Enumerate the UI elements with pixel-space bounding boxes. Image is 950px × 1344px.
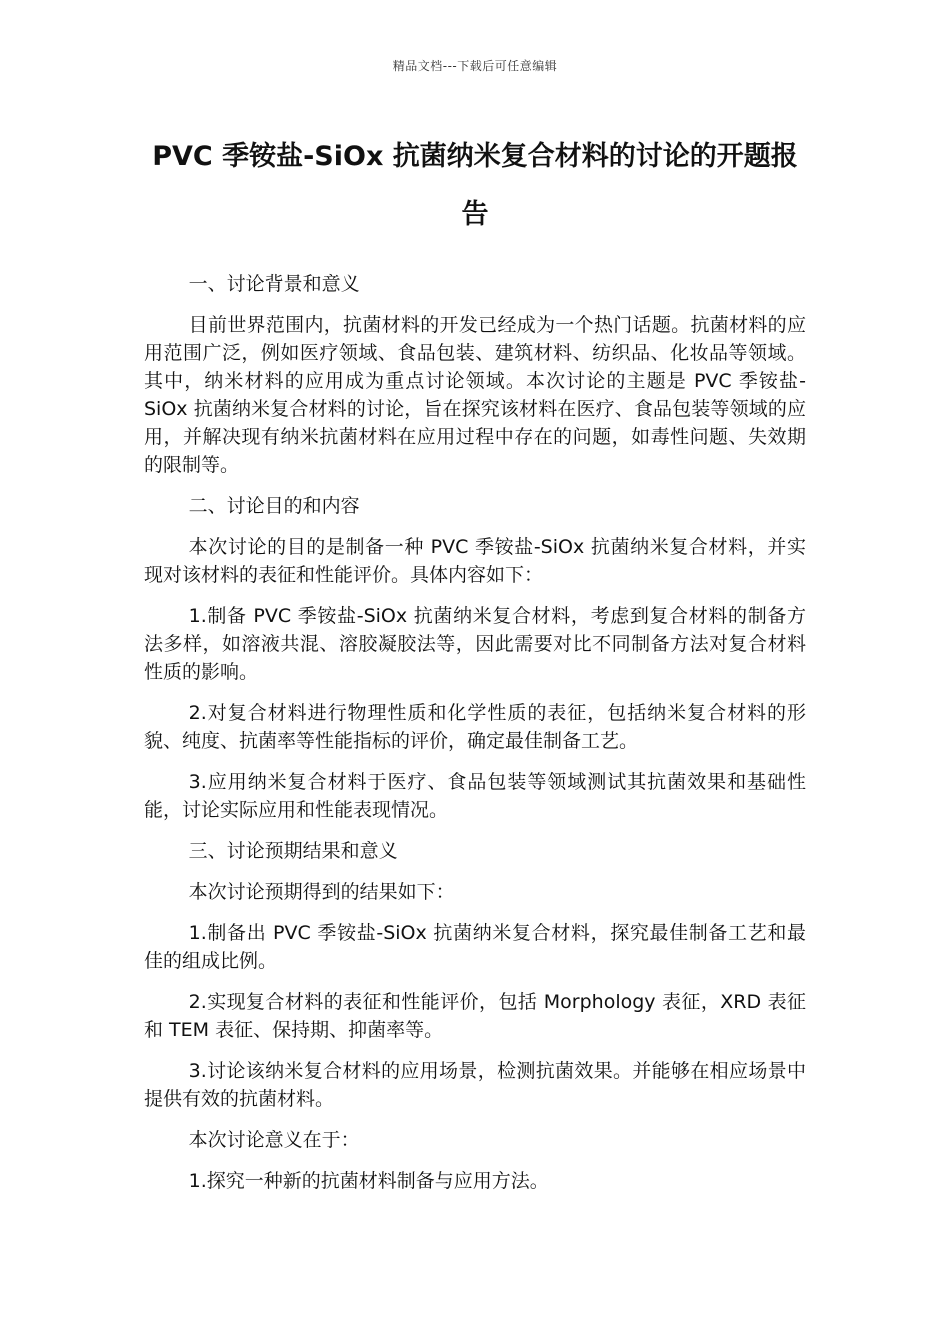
paragraph-purpose-item-2: 2.对复合材料进行物理性质和化学性质的表征，包括纳米复合材料的形貌、纯度、抗菌率等性能指标的评价，确定最佳制备工艺。 [144, 702, 806, 752]
header-note: 精品文档---下载后可任意编辑 [392, 59, 558, 73]
section-heading-expected-results: 三、讨论预期结果和意义 [188, 840, 398, 862]
paragraph-significance-intro: 本次讨论意义在于： [188, 1129, 360, 1151]
document-body [144, 270, 806, 1208]
paragraph-purpose-intro: 本次讨论的目的是制备一种 PVC 季铵盐-SiOx 抗菌纳米复合材料，并实现对该材料的表征和性能评价。具体内容如下： [144, 536, 806, 586]
section-heading-background: 一、讨论背景和意义 [188, 273, 360, 295]
paragraph-purpose-item-1: 1.制备 PVC 季铵盐-SiOx 抗菌纳米复合材料，考虑到复合材料的制备方法多样，如溶液共混、溶胶凝胶法等，因此需要对比不同制备方法对复合材料性质的影响。 [144, 605, 806, 683]
paragraph-significance-item-1: 1.探究一种新的抗菌材料制备与应用方法。 [188, 1170, 549, 1192]
paragraph-background: 目前世界范围内，抗菌材料的开发已经成为一个热门话题。抗菌材料的应用范围广泛，例如医疗领域、食品包装、建筑材料、纺织品、化妆品等领域。其中，纳米材料的应用成为重点讨论领域。本次讨论的主题是 PVC 季铵盐-SiOx 抗菌纳米复合材料的讨论，旨在探究该材料在医疗、食品包装等领域的应用，并解决现有纳米抗菌材料在应用过程中存在的问题，如毒性问题、失效期的限制等。 [144, 314, 806, 476]
paragraph-results-item-1: 1.制备出 PVC 季铵盐-SiOx 抗菌纳米复合材料，探究最佳制备工艺和最佳的组成比例。 [144, 922, 806, 972]
paragraph-purpose-item-3: 3.应用纳米复合材料于医疗、食品包装等领域测试其抗菌效果和基础性能，讨论实际应用和性能表现情况。 [144, 771, 806, 821]
section-heading-purpose: 二、讨论目的和内容 [188, 495, 360, 517]
paragraph-results-item-2: 2.实现复合材料的表征和性能评价，包括 Morphology 表征，XRD 表征和 TEM 表征、保持期、抑菌率等。 [144, 991, 806, 1041]
paragraph-results-item-3: 3.讨论该纳米复合材料的应用场景，检测抗菌效果。并能够在相应场景中提供有效的抗菌材料。 [144, 1060, 806, 1110]
document-title: PVC 季铵盐-SiOx 抗菌纳米复合材料的讨论的开题报告 [152, 141, 798, 230]
paragraph-results-intro: 本次讨论预期得到的结果如下： [188, 881, 455, 903]
